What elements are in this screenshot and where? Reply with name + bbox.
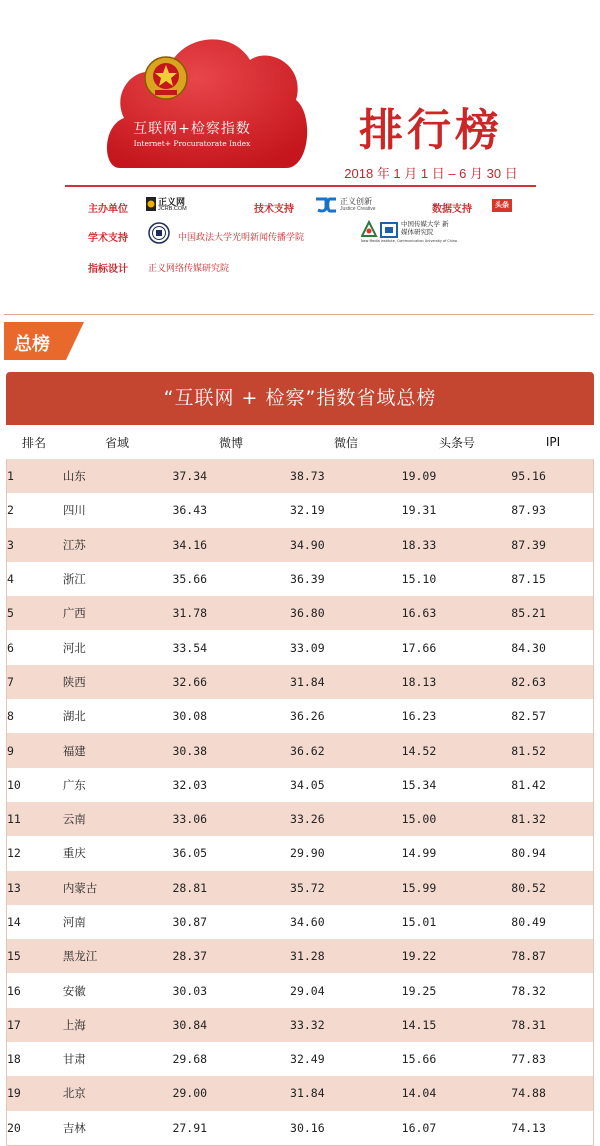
toutiao-logo: 头条 [492, 199, 512, 212]
cell-province: 福建 [62, 743, 86, 758]
cell-province: 广西 [62, 606, 86, 621]
table-row [7, 905, 593, 939]
col-header-wechat: 微信 [333, 435, 358, 450]
cell-toutiao: 18.33 [401, 537, 437, 552]
table-row [7, 939, 593, 973]
cell-wechat: 29.90 [290, 846, 325, 861]
table-row [7, 871, 593, 905]
cell-toutiao: 15.10 [401, 572, 437, 587]
cell-province: 安徽 [62, 983, 86, 998]
cell-weibo: 33.06 [172, 812, 208, 827]
procuratorate-emblem-icon [143, 55, 189, 101]
table-title: “互联网 + 检察”指数省域总榜 [6, 372, 594, 425]
cell-toutiao: 14.04 [401, 1086, 437, 1101]
cell-province: 吉林 [62, 1120, 86, 1135]
tech-label: 技术支持 [254, 204, 294, 215]
cell-province: 陕西 [62, 674, 86, 689]
cell-toutiao: 18.13 [401, 674, 437, 689]
cell-weibo: 30.84 [172, 1017, 208, 1032]
cell-province: 山东 [62, 469, 86, 484]
cell-ipi: 81.42 [511, 777, 546, 792]
page-title: 排行榜 [359, 105, 503, 156]
cell-ipi: 95.16 [511, 469, 546, 484]
cell-province: 河北 [62, 640, 86, 655]
table-row [7, 459, 593, 493]
cell-toutiao: 19.31 [401, 503, 437, 518]
jcrb-logo [146, 195, 194, 215]
cell-ipi: 78.87 [511, 949, 546, 964]
academic-label: 学术支持 [88, 233, 128, 244]
cell-ipi: 85.21 [511, 606, 546, 621]
cell-ipi: 80.49 [511, 915, 546, 929]
table-row [7, 802, 593, 836]
cell-province: 河南 [62, 915, 86, 929]
cell-toutiao: 15.34 [401, 777, 437, 792]
cuc-logo-icon [361, 220, 401, 240]
cell-wechat: 36.62 [290, 743, 325, 758]
cell-ipi: 87.15 [511, 572, 546, 587]
cloud-shape [100, 18, 312, 178]
cell-rank: 11 [7, 812, 21, 827]
cell-wechat: 31.84 [290, 674, 325, 689]
cell-wechat: 33.09 [290, 640, 325, 655]
cell-weibo: 27.91 [172, 1120, 208, 1135]
cell-weibo: 36.43 [172, 503, 208, 518]
cell-weibo: 32.66 [172, 674, 208, 689]
cell-toutiao: 16.23 [401, 709, 437, 724]
cell-toutiao: 14.52 [401, 743, 437, 758]
cell-province: 黑龙江 [62, 949, 98, 964]
cell-toutiao: 16.63 [401, 606, 437, 621]
cell-rank: 9 [7, 743, 14, 758]
cell-province: 云南 [62, 812, 86, 827]
justice-creative-text: 正义创新 [340, 197, 372, 206]
host-label: 主办单位 [88, 204, 128, 215]
table-row [7, 630, 593, 664]
cell-ipi: 87.93 [511, 503, 546, 518]
cell-rank: 16 [7, 983, 21, 998]
cell-ipi: 78.32 [511, 983, 546, 998]
cell-rank: 1 [7, 469, 14, 484]
cell-weibo: 30.38 [172, 743, 208, 758]
cloud-subtitle: Internet+ Procuratorate Index [133, 139, 251, 148]
col-header-province: 省域 [104, 435, 129, 450]
cell-wechat: 35.72 [290, 880, 325, 895]
cell-province: 内蒙古 [62, 880, 98, 895]
cell-toutiao: 16.07 [401, 1120, 437, 1135]
cell-province: 重庆 [62, 846, 86, 861]
cell-rank: 3 [7, 537, 14, 552]
cell-wechat: 36.39 [290, 572, 325, 587]
cell-toutiao: 14.99 [401, 846, 437, 861]
cell-weibo: 36.05 [172, 846, 208, 861]
ranking-table [6, 372, 594, 1146]
cell-ipi: 80.94 [511, 846, 546, 861]
cell-wechat: 34.90 [290, 537, 325, 552]
section-tab-label: 总榜 [14, 334, 50, 355]
table-row [7, 596, 593, 630]
cell-wechat: 36.26 [290, 709, 325, 724]
cell-ipi: 74.13 [511, 1120, 546, 1135]
cloud-title: 互联网+检察指数 [133, 121, 251, 137]
col-header-rank: 排名 [21, 435, 46, 450]
cell-weibo: 31.78 [172, 606, 208, 621]
cell-rank: 4 [7, 572, 14, 587]
cell-province: 甘肃 [62, 1052, 86, 1067]
col-header-ipi: IPI [545, 435, 561, 449]
cell-province: 江苏 [62, 537, 86, 552]
cell-toutiao: 14.15 [401, 1017, 437, 1032]
table-row [7, 493, 593, 527]
col-header-weibo: 微博 [218, 435, 243, 450]
cell-wechat: 36.80 [290, 606, 325, 621]
date-range: 2018 年 1 月 1 日 – 6 月 30 日 [344, 166, 518, 181]
table-row [7, 836, 593, 870]
cell-toutiao: 15.99 [401, 880, 437, 895]
cell-wechat: 32.49 [290, 1052, 325, 1067]
justice-creative-sub: Justice Creative [340, 206, 376, 212]
cell-ipi: 82.57 [511, 709, 546, 724]
table-row [7, 768, 593, 802]
cell-rank: 6 [7, 640, 14, 655]
cell-weibo: 30.87 [172, 915, 208, 929]
cell-ipi: 84.30 [511, 640, 546, 655]
cupl-seal-icon [148, 222, 170, 244]
cell-toutiao: 17.66 [401, 640, 437, 655]
cell-province: 广东 [62, 777, 86, 792]
cell-rank: 5 [7, 606, 14, 621]
table-row [7, 973, 593, 1007]
cell-ipi: 81.52 [511, 743, 546, 758]
cell-weibo: 30.08 [172, 709, 208, 724]
table-row [7, 733, 593, 767]
cell-wechat: 29.04 [290, 983, 325, 998]
cell-province: 北京 [62, 1086, 86, 1101]
cell-wechat: 34.05 [290, 777, 325, 792]
table-row [7, 1042, 593, 1076]
cell-ipi: 87.39 [511, 537, 546, 552]
cell-toutiao: 19.25 [401, 983, 437, 998]
cell-rank: 8 [7, 709, 14, 724]
cell-weibo: 29.68 [172, 1052, 208, 1067]
cuc-logo-text: 中国传媒大学 新媒体研究院 [401, 220, 449, 236]
cell-rank: 2 [7, 503, 14, 518]
cell-rank: 12 [7, 846, 21, 861]
data-label: 数据支持 [432, 204, 472, 215]
cell-wechat: 30.16 [290, 1120, 325, 1135]
cell-rank: 10 [7, 777, 21, 792]
table-row [7, 562, 593, 596]
cell-weibo: 33.54 [172, 640, 208, 655]
cell-toutiao: 19.22 [401, 949, 437, 964]
cell-weibo: 34.16 [172, 537, 208, 552]
cuc-logo [361, 220, 457, 244]
cell-weibo: 28.81 [172, 880, 208, 895]
table-row [7, 1008, 593, 1042]
cell-rank: 20 [7, 1120, 21, 1135]
cell-wechat: 31.84 [290, 1086, 325, 1101]
jcrb-logo-text: 正义网 [158, 197, 186, 207]
cell-wechat: 31.28 [290, 949, 325, 964]
academic-text: 中国政法大学光明新闻传播学院 [178, 233, 305, 243]
table-row [7, 665, 593, 699]
cell-wechat: 38.73 [290, 469, 325, 484]
cell-weibo: 30.03 [172, 983, 208, 998]
design-label: 指标设计 [88, 264, 128, 275]
cell-province: 四川 [62, 503, 86, 518]
section-divider [4, 314, 594, 315]
cell-rank: 19 [7, 1086, 21, 1101]
cell-ipi: 77.83 [511, 1052, 546, 1067]
cell-ipi: 74.88 [511, 1086, 546, 1101]
cell-wechat: 34.60 [290, 915, 325, 929]
cell-weibo: 32.03 [172, 777, 208, 792]
cell-ipi: 82.63 [511, 674, 546, 689]
cuc-logo-sub: New Media Institute, Communication University of China [361, 239, 457, 243]
cell-toutiao: 15.66 [401, 1052, 437, 1067]
cell-ipi: 78.31 [511, 1017, 546, 1032]
header-divider [65, 185, 536, 187]
cell-wechat: 33.26 [290, 812, 325, 827]
jcrb-logo-sub: JCRB.COM [158, 206, 187, 212]
cell-province: 浙江 [62, 572, 86, 587]
cell-toutiao: 15.01 [401, 915, 437, 929]
cell-rank: 7 [7, 674, 14, 689]
cell-toutiao: 19.09 [401, 469, 437, 484]
col-header-toutiao: 头条号 [438, 435, 475, 450]
cell-ipi: 80.52 [511, 880, 546, 895]
cell-rank: 13 [7, 880, 21, 895]
cell-rank: 17 [7, 1017, 21, 1032]
table-row [7, 528, 593, 562]
table-row [7, 1076, 593, 1110]
design-text: 正义网络传媒研究院 [148, 264, 230, 274]
cell-weibo: 35.66 [172, 572, 208, 587]
cell-rank: 14 [7, 915, 21, 929]
justice-creative-logo-icon [314, 195, 338, 215]
cell-rank: 15 [7, 949, 21, 964]
cell-province: 湖北 [62, 709, 86, 724]
justice-creative-logo [314, 195, 382, 215]
cell-weibo: 37.34 [172, 469, 208, 484]
table-row [7, 1111, 593, 1145]
cell-province: 上海 [62, 1017, 86, 1032]
cell-wechat: 33.32 [290, 1017, 325, 1032]
cell-toutiao: 15.00 [401, 812, 437, 827]
cell-ipi: 81.32 [511, 812, 546, 827]
table-header-row [6, 425, 594, 459]
cell-weibo: 29.00 [172, 1086, 208, 1101]
header-cloud [100, 18, 312, 178]
cell-wechat: 32.19 [290, 503, 325, 518]
table-body [6, 459, 594, 1146]
cell-weibo: 28.37 [172, 949, 208, 964]
table-row [7, 699, 593, 733]
cell-rank: 18 [7, 1052, 21, 1067]
